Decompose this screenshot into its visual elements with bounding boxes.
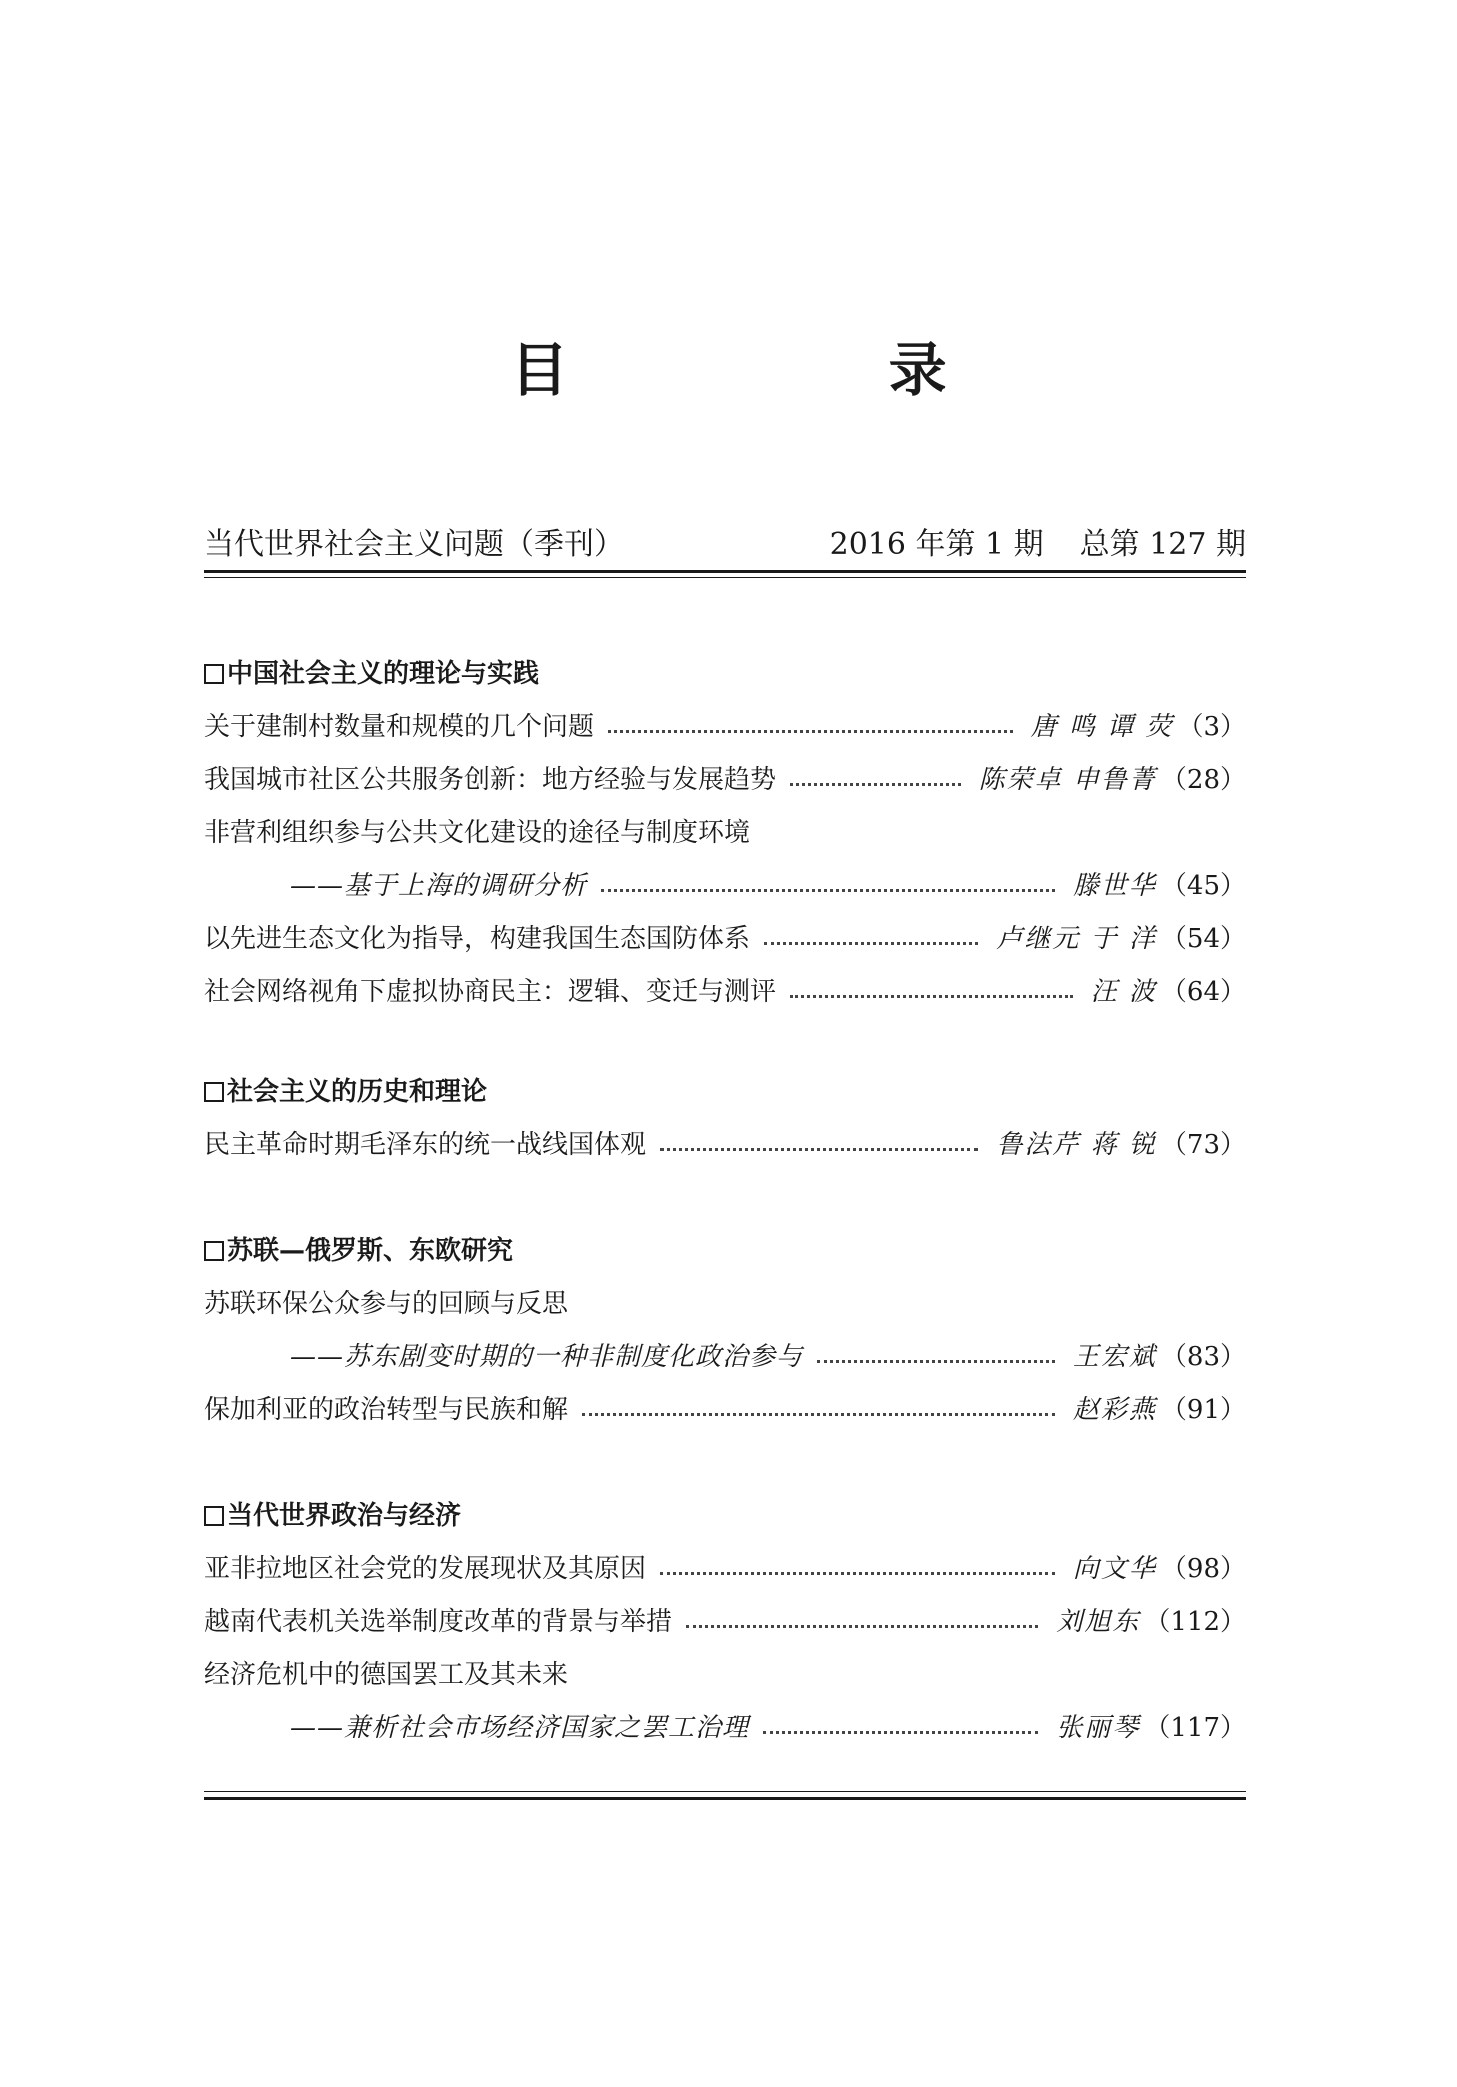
checkbox-square-icon <box>204 1241 224 1261</box>
entry-author: 陈荣卓 申鲁菁 <box>978 765 1157 795</box>
checkbox-square-icon <box>204 1506 224 1526</box>
entry-title[interactable]: 非营利组织参与公共文化建设的途径与制度环境 <box>204 818 751 848</box>
entry-page: （3） <box>1177 712 1246 742</box>
entry-subtitle: ——兼析社会市场经济国家之罢工治理 <box>290 1713 750 1743</box>
toc-entry[interactable] <box>204 919 1246 959</box>
entry-title[interactable]: 经济危机中的德国罢工及其未来 <box>204 1660 569 1690</box>
checkbox-square-icon <box>204 1082 224 1102</box>
entry-author: 张丽琴 <box>1056 1713 1141 1743</box>
toc-entry-subtitle[interactable] <box>290 1708 1246 1748</box>
section-heading-label: 中国社会主义的理论与实践 <box>227 659 540 689</box>
entry-page: （112） <box>1144 1607 1246 1637</box>
section-heading <box>204 1231 513 1271</box>
entry-page: （73） <box>1160 1130 1246 1160</box>
dot-leader <box>763 1731 1038 1734</box>
entry-page: （91） <box>1160 1395 1246 1425</box>
section-heading-label: 社会主义的历史和理论 <box>227 1077 488 1107</box>
entry-subtitle: ——苏东剧变时期的一种非制度化政治参与 <box>290 1342 804 1372</box>
toc-entry[interactable] <box>204 1549 1246 1589</box>
total-issue-number: 总第 127 期 <box>1079 527 1246 562</box>
dot-leader <box>660 1572 1055 1575</box>
page-title: 目 录 <box>510 336 1097 404</box>
toc-entry[interactable] <box>204 972 1246 1012</box>
entry-author: 刘旭东 <box>1056 1607 1141 1637</box>
entry-author: 汪 波 <box>1090 977 1157 1007</box>
entry-title: 亚非拉地区社会党的发展现状及其原因 <box>204 1554 647 1584</box>
entry-author: 王宏斌 <box>1072 1342 1157 1372</box>
entry-title: 我国城市社区公共服务创新：地方经验与发展趋势 <box>204 765 777 795</box>
entry-title[interactable]: 苏联环保公众参与的回顾与反思 <box>204 1289 569 1319</box>
section-heading-label: 苏联—俄罗斯、东欧研究 <box>227 1236 514 1266</box>
entry-subtitle: ——基于上海的调研分析 <box>290 871 588 901</box>
dot-leader <box>582 1413 1055 1416</box>
dot-leader <box>601 889 1055 892</box>
entry-page: （54） <box>1160 924 1246 954</box>
dot-leader <box>790 995 1073 998</box>
dot-leader <box>608 730 1013 733</box>
issue-number: 2016 年第 1 期 <box>829 527 1044 562</box>
entry-author: 赵彩燕 <box>1072 1395 1157 1425</box>
toc-entry-subtitle[interactable] <box>290 1337 1246 1377</box>
entry-title: 民主革命时期毛泽东的统一战线国体观 <box>204 1130 647 1160</box>
dot-leader <box>686 1625 1038 1628</box>
entry-page: （117） <box>1144 1713 1246 1743</box>
toc-entry[interactable] <box>204 1602 1246 1642</box>
toc-entry-subtitle[interactable] <box>290 866 1246 906</box>
entry-page: （98） <box>1160 1554 1246 1584</box>
issue-info <box>830 523 1246 567</box>
toc-entry[interactable] <box>204 1125 1246 1165</box>
entry-title: 以先进生态文化为指导，构建我国生态国防体系 <box>204 924 751 954</box>
journal-name: 当代世界社会主义问题（季刊） <box>204 527 624 562</box>
entry-title: 越南代表机关选举制度改革的背景与举措 <box>204 1607 673 1637</box>
dot-leader <box>764 942 978 945</box>
header-rule-thick <box>204 570 1246 573</box>
dot-leader <box>817 1360 1055 1363</box>
toc-entry[interactable] <box>204 760 1246 800</box>
entry-page: （45） <box>1160 871 1246 901</box>
entry-page: （28） <box>1160 765 1246 795</box>
section-heading-label: 当代世界政治与经济 <box>227 1501 462 1531</box>
masthead <box>204 523 1246 567</box>
entry-title: 保加利亚的政治转型与民族和解 <box>204 1395 569 1425</box>
entry-author: 向文华 <box>1072 1554 1157 1584</box>
header-rule-thin <box>204 577 1246 578</box>
toc-entry[interactable] <box>204 707 1246 747</box>
dot-leader <box>660 1148 978 1151</box>
entry-page: （83） <box>1160 1342 1246 1372</box>
entry-author: 滕世华 <box>1072 871 1157 901</box>
dot-leader <box>790 783 961 786</box>
section-heading <box>204 654 539 694</box>
entry-author: 唐 鸣 谭 荧 <box>1030 712 1174 742</box>
entry-author: 卢继元 于 洋 <box>996 924 1157 954</box>
section-heading <box>204 1496 461 1536</box>
entry-title: 关于建制村数量和规模的几个问题 <box>204 712 595 742</box>
entry-title: 社会网络视角下虚拟协商民主：逻辑、变迁与测评 <box>204 977 777 1007</box>
footer-rule-thick <box>204 1797 1246 1800</box>
entry-author: 鲁法芹 蒋 锐 <box>996 1130 1157 1160</box>
entry-page: （64） <box>1160 977 1246 1007</box>
toc-entry[interactable] <box>204 1390 1246 1430</box>
checkbox-square-icon <box>204 664 224 684</box>
section-heading <box>204 1072 487 1112</box>
footer-rule-thin <box>204 1791 1246 1792</box>
